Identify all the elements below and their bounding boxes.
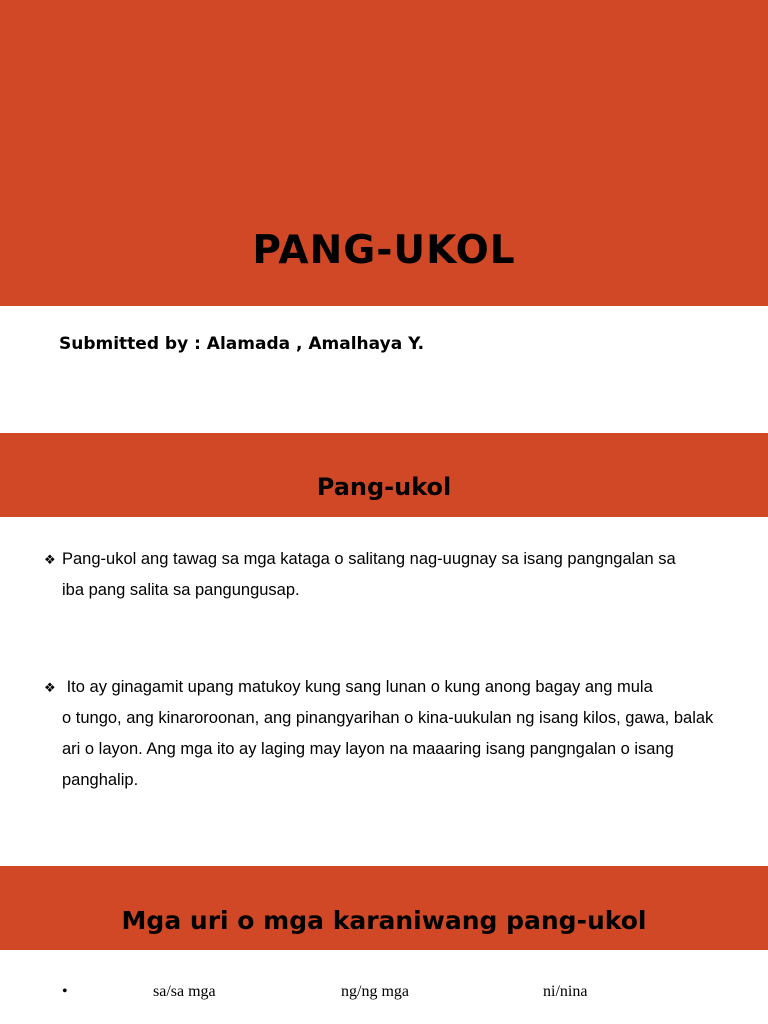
section2-band xyxy=(0,866,768,950)
diamond-bullet-icon: ❖ xyxy=(44,680,56,695)
section2-heading: Mga uri o mga karaniwang pang-ukol xyxy=(121,906,647,935)
section1-band xyxy=(0,433,768,517)
diamond-bullet-icon: ❖ xyxy=(44,552,56,567)
paragraph-continuation: o tungo, ang kinaroroonan, ang pinangyarihan o kina-uukulan ng isang kilos, gawa, balak ari o layon. Ang mga ito ay laging may layon na maaaring isang pangngalan o isang panghalip. xyxy=(62,709,714,789)
list-item: ng/ng mga xyxy=(341,983,409,1000)
submitted-by: Submitted by : Alamada , Amalhaya Y. xyxy=(59,334,425,354)
list-item: sa/sa mga xyxy=(153,983,216,1000)
slide-title: PANG-UKOL xyxy=(252,228,516,273)
bullet-icon: • xyxy=(62,983,68,1000)
paragraph-usage xyxy=(44,672,734,796)
paragraph-first-line: Ito ay ginagamit upang matukoy kung sang lunan o kung anong bagay ang mula xyxy=(62,678,653,696)
paragraph-first-line: Pang-ukol ang tawag sa mga kataga o salitang nag-uugnay sa isang pangngalan sa xyxy=(62,550,676,568)
list-item: ni/nina xyxy=(543,983,588,1000)
title-band xyxy=(0,0,768,306)
paragraph-continuation: iba pang salita sa pangungusap. xyxy=(62,581,300,599)
section1-heading: Pang-ukol xyxy=(316,473,452,501)
preposition-list xyxy=(0,983,768,1007)
paragraph-definition xyxy=(44,544,734,606)
